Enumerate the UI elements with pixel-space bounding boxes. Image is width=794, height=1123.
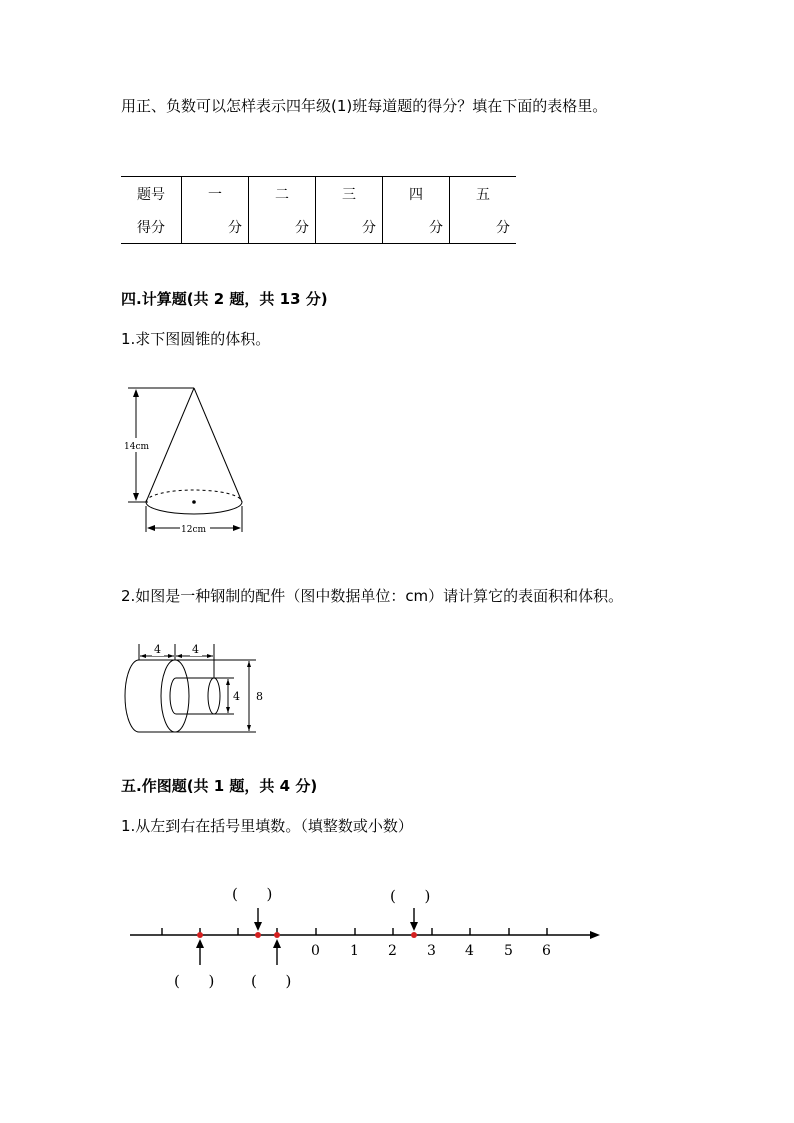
large-cylinder-right-face xyxy=(161,660,189,732)
tick-label-0: 0 xyxy=(311,943,320,959)
cone-side-right xyxy=(194,388,242,502)
large-cylinder-left-edge xyxy=(125,660,139,732)
section5-heading: 五.作图题(共 1 题，共 4 分) xyxy=(121,777,318,795)
part-label-outer: 8 xyxy=(256,690,263,703)
answer-bracket-top-2[interactable]: ( ) xyxy=(390,887,431,905)
height-arrow-down xyxy=(133,493,139,501)
score-cell-1[interactable]: 分 xyxy=(182,210,249,244)
point-marker-1 xyxy=(197,932,203,938)
cone-diagram xyxy=(118,380,258,540)
tick-label-6: 6 xyxy=(542,943,551,959)
cone-diameter-label: 12cm xyxy=(181,525,207,535)
answer-bracket-bottom-1[interactable]: ( ) xyxy=(174,972,215,990)
col-1: 一 xyxy=(182,177,249,211)
score-cell-5[interactable]: 分 xyxy=(450,210,517,244)
part-label-a: 4 xyxy=(154,643,161,656)
height-arrow-up xyxy=(133,389,139,397)
col-2: 二 xyxy=(249,177,316,211)
tick-label-5: 5 xyxy=(504,943,513,959)
tick-label-4: 4 xyxy=(465,943,474,959)
answer-bracket-bottom-2[interactable]: ( ) xyxy=(251,972,292,990)
score-table xyxy=(121,176,516,244)
part-label-b: 4 xyxy=(192,643,199,656)
section4-question-1: 1.求下图圆锥的体积。 xyxy=(121,330,271,348)
row-header-score: 得分 xyxy=(121,210,182,244)
answer-bracket-top-1[interactable]: ( ) xyxy=(232,885,273,903)
score-cell-2[interactable]: 分 xyxy=(249,210,316,244)
cone-height-label: 14cm xyxy=(124,442,150,452)
question-intro: 用正、负数可以怎样表示四年级(1)班每道题的得分？填在下面的表格里。 xyxy=(121,97,608,115)
col-5: 五 xyxy=(450,177,517,211)
point-marker-2 xyxy=(255,932,261,938)
axis-arrow-icon xyxy=(590,931,600,939)
tick-label-3: 3 xyxy=(427,943,436,959)
row-header-number: 题号 xyxy=(121,177,182,211)
table-row-score xyxy=(121,210,516,244)
part-label-inner: 4 xyxy=(233,690,240,703)
point-marker-4 xyxy=(411,932,417,938)
number-line-ticks xyxy=(162,928,547,935)
diameter-arrow-left xyxy=(147,525,155,531)
tick-label-1: 1 xyxy=(350,943,359,959)
steel-part-diagram xyxy=(118,636,278,740)
tick-label-2: 2 xyxy=(388,943,397,959)
section4-heading: 四.计算题(共 2 题，共 13 分) xyxy=(121,290,328,308)
number-line-diagram xyxy=(120,875,610,1000)
cone-base-center xyxy=(192,500,196,504)
col-3: 三 xyxy=(316,177,383,211)
small-cylinder-end-face xyxy=(208,678,220,714)
diameter-arrow-right xyxy=(233,525,241,531)
section5-question-1: 1.从左到右在括号里填数。（填整数或小数） xyxy=(121,817,413,835)
point-marker-3 xyxy=(274,932,280,938)
col-4: 四 xyxy=(383,177,450,211)
section4-question-2: 2.如图是一种钢制的配件（图中数据单位：cm）请计算它的表面积和体积。 xyxy=(121,587,624,605)
score-cell-4[interactable]: 分 xyxy=(383,210,450,244)
score-cell-3[interactable]: 分 xyxy=(316,210,383,244)
small-cylinder-left-edge xyxy=(170,678,176,714)
cone-side-left xyxy=(146,388,194,502)
table-row-number xyxy=(121,177,516,211)
